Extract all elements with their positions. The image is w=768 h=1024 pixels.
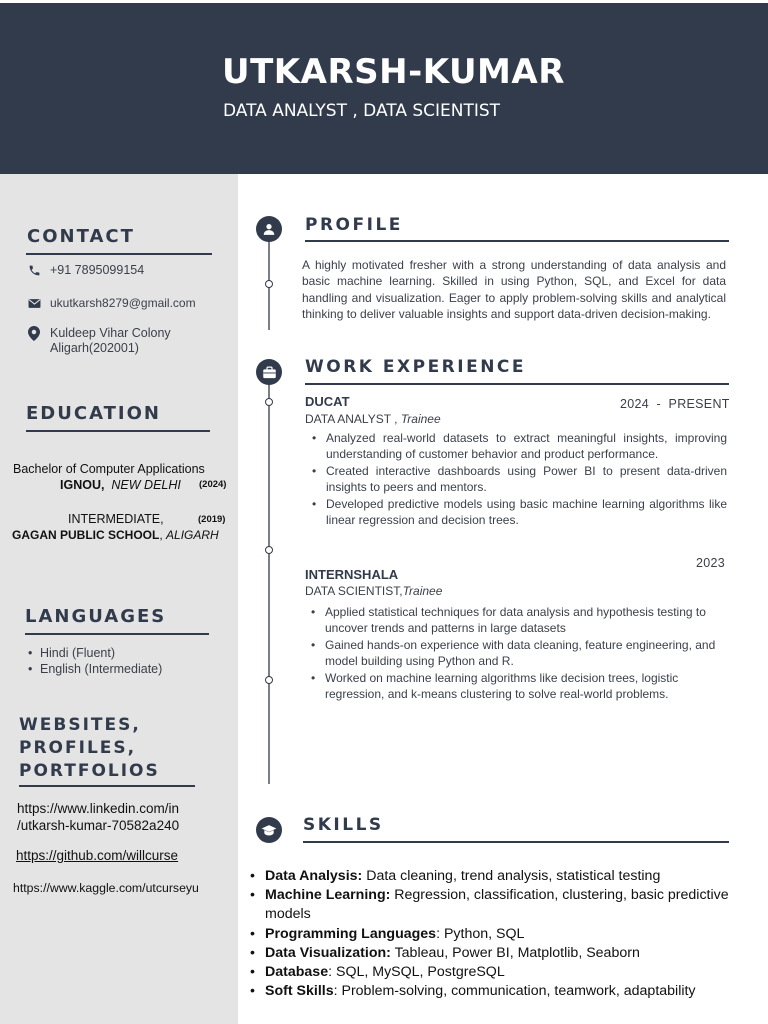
skill-label: Data Visualization: <box>265 944 391 961</box>
job2-period: 2023 <box>696 556 726 570</box>
timeline-line-experience <box>268 384 270 784</box>
contact-rule <box>26 253 212 255</box>
job1-period: 2024 - PRESENT <box>620 397 730 411</box>
job1-level: Trainee <box>400 412 441 426</box>
education-title: EDUCATION <box>26 403 161 424</box>
job1-bullets <box>306 430 727 528</box>
timeline-dot <box>265 676 273 684</box>
resume-header <box>0 0 768 174</box>
edu1-school-line <box>60 478 181 492</box>
linkedin-line-2: /utkarsh-kumar-70582a240 <box>17 818 180 833</box>
github-link[interactable]: https://github.com/willcurse <box>16 848 179 863</box>
edu2-degree: INTERMEDIATE, <box>68 512 164 526</box>
language-item: • Hindi (Fluent) <box>28 645 162 661</box>
timeline-dot <box>265 546 273 554</box>
skill-item <box>248 886 738 924</box>
skills-rule <box>303 841 729 843</box>
edu1-degree: Bachelor of Computer Applications <box>13 462 205 476</box>
address-line-2: Aligarh(202001) <box>50 341 139 355</box>
job1-bullet: • Analyzed real-world datasets to extract meaningful insights, improving understanding of customer behavior and product performance. <box>306 430 727 463</box>
skill-item <box>248 867 738 886</box>
edu2-city: ALIGARH <box>166 528 219 542</box>
job2-company: INTERNSHALA <box>305 567 399 582</box>
contact-title: CONTACT <box>27 226 135 247</box>
candidate-role: DATA ANALYST , DATA SCIENTIST <box>223 101 501 121</box>
timeline-dot <box>265 280 273 288</box>
job2-bullet: • Gained hands-on experience with data cleaning, feature engineering, and model building using Python and R. <box>305 637 726 670</box>
header-top-strip <box>0 0 768 3</box>
candidate-name: UTKARSH-KUMAR <box>222 52 565 92</box>
websites-rule <box>19 785 195 787</box>
edu1-school: IGNOU, <box>60 478 105 492</box>
job1-role-line <box>305 412 441 426</box>
job1-bullet: • Developed predictive models using basic machine learning algorithms like linear regression and decision trees. <box>306 496 727 529</box>
languages-list <box>28 645 162 677</box>
skill-item <box>248 963 738 982</box>
language-item: • English (Intermediate) <box>28 661 162 677</box>
skill-label: Programming Languages <box>265 925 437 942</box>
languages-rule <box>25 633 209 635</box>
languages-title: LANGUAGES <box>25 606 167 627</box>
job2-role-line <box>305 584 442 598</box>
contact-email-row <box>26 296 196 311</box>
edu1-city: NEW DELHI <box>111 478 181 492</box>
websites-title-line-1: WEBSITES, <box>19 715 141 735</box>
job2-bullet: • Applied statistical techniques for data analysis and hypothesis testing to uncover trends and patterns in large datasets <box>305 604 726 637</box>
contact-address-row <box>26 326 171 356</box>
skills-title: SKILLS <box>303 815 384 835</box>
linkedin-link[interactable] <box>17 800 179 834</box>
edu2-year: (2019) <box>198 514 226 525</box>
edu2-school-line: GAGAN PUBLIC SCHOOL, ALIGARH <box>12 528 219 542</box>
timeline-dot <box>265 398 273 406</box>
websites-title-line-3: PORTFOLIOS <box>19 761 160 781</box>
skill-item <box>248 925 738 944</box>
job2-role: DATA SCIENTIST, <box>305 584 403 598</box>
skill-item <box>248 944 738 963</box>
edu2-school: GAGAN PUBLIC SCHOOL <box>12 528 160 542</box>
job1-bullet: • Created interactive dashboards using Power BI to present data-driven insights to peers and mentors. <box>306 463 727 496</box>
skill-value: Regression, classification, clustering, basic predictive models <box>265 887 729 923</box>
skill-value: : Python, SQL <box>436 925 525 942</box>
email-icon <box>26 296 42 310</box>
kaggle-link[interactable]: https://www.kaggle.com/utcurseyu <box>13 881 199 895</box>
experience-rule <box>305 383 729 385</box>
profile-icon <box>256 216 282 242</box>
skill-label: Soft Skills <box>265 983 334 1000</box>
skills-list <box>248 867 738 1001</box>
linkedin-line-1: https://www.linkedin.com/in <box>17 801 180 816</box>
job2-bullet: • Worked on machine learning algorithms like decision trees, logistic regression, and k-means clustering to solve real-world problems. <box>305 670 726 703</box>
briefcase-icon <box>256 359 282 385</box>
websites-title-line-2: PROFILES, <box>19 738 137 758</box>
skill-label: Data Analysis: <box>265 868 363 884</box>
job1-company: DUCAT <box>305 394 350 409</box>
skill-value: Tableau, Power BI, Matplotlib, Seaborn <box>390 944 640 961</box>
skill-value: : SQL, MySQL, PostgreSQL <box>328 964 505 981</box>
profile-summary: A highly motivated fresher with a strong understanding of data analysis and basic machine learning. Skilled in using Python, SQL, and Excel for data handling and visualization. Eager to apply problem-solving skills and analytical thinking to deliver valuable insights and support data-driven decision-making. <box>302 258 726 322</box>
job2-bullets <box>305 604 726 702</box>
skill-value: Data cleaning, trend analysis, statistical testing <box>362 868 661 884</box>
location-pin-icon <box>26 326 42 340</box>
profile-title: PROFILE <box>305 215 403 235</box>
graduation-cap-icon <box>256 817 282 843</box>
contact-phone-row <box>26 263 144 278</box>
skill-label: Machine Learning: <box>265 887 391 904</box>
skill-item <box>248 982 738 1001</box>
phone-icon <box>26 263 42 277</box>
websites-title <box>19 714 160 783</box>
job1-role: DATA ANALYST , <box>305 412 398 426</box>
skill-value: : Problem-solving, communication, teamwork, adaptability <box>333 983 696 1000</box>
address-line-1: Kuldeep Vihar Colony <box>50 326 171 340</box>
profile-rule <box>305 240 729 242</box>
email-address[interactable]: ukutkarsh8279@gmail.com <box>50 296 196 310</box>
edu1-year: (2024) <box>199 479 227 490</box>
experience-title: WORK EXPERIENCE <box>305 357 527 377</box>
skill-label: Database <box>265 964 329 981</box>
phone-number[interactable]: +91 7895099154 <box>50 263 145 277</box>
job2-level: Trainee <box>402 584 443 598</box>
education-rule <box>26 430 210 432</box>
